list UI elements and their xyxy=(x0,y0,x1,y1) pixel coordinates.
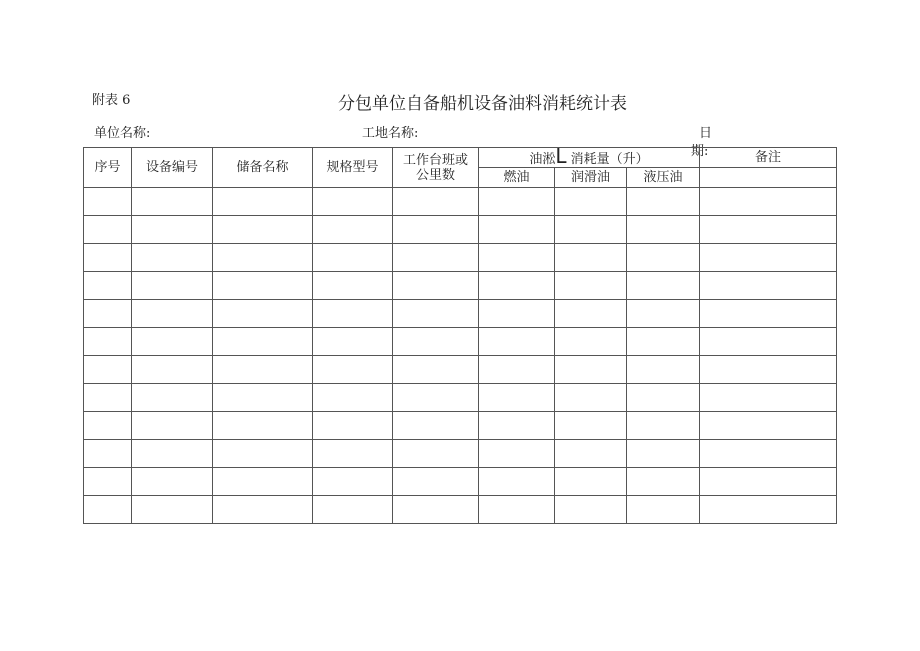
table-cell xyxy=(313,216,393,244)
table-cell xyxy=(393,300,479,328)
table-cell xyxy=(132,216,213,244)
date-label-top: 日 xyxy=(699,126,713,141)
table-cell xyxy=(700,244,837,272)
fuel-group-suffix: 消耗量（升） xyxy=(566,151,649,167)
table-cell xyxy=(84,412,132,440)
col-header-shift-line2: 公里数 xyxy=(415,167,455,183)
table-cell xyxy=(700,384,837,412)
table-cell xyxy=(700,440,837,468)
table-cell xyxy=(84,496,132,524)
table-cell xyxy=(313,412,393,440)
table-cell xyxy=(84,216,132,244)
table-cell xyxy=(479,468,555,496)
col-header-reserve-name: 储备名称 xyxy=(213,148,313,188)
site-name-label: 工地名称: xyxy=(362,126,419,141)
table-cell xyxy=(555,272,627,300)
table-cell xyxy=(313,300,393,328)
table-row xyxy=(84,216,837,244)
table-cell xyxy=(393,440,479,468)
fuel-group-prefix: 油淞 xyxy=(529,151,556,167)
table-cell xyxy=(700,188,837,216)
table-cell xyxy=(700,300,837,328)
table-cell xyxy=(313,468,393,496)
col-header-fuel-group xyxy=(479,143,700,168)
table-cell xyxy=(132,356,213,384)
table-cell xyxy=(555,440,627,468)
table-cell xyxy=(555,412,627,440)
table-cell xyxy=(627,216,700,244)
table-cell xyxy=(627,468,700,496)
table-row xyxy=(84,496,837,524)
table-cell xyxy=(393,468,479,496)
table-cell xyxy=(213,244,313,272)
col-header-remarks-sub xyxy=(700,168,837,188)
table-cell xyxy=(479,384,555,412)
table-cell xyxy=(479,188,555,216)
table-cell xyxy=(132,244,213,272)
table-row xyxy=(84,468,837,496)
col-header-remarks: 备注 xyxy=(700,148,837,168)
table-cell xyxy=(393,188,479,216)
table-cell xyxy=(213,272,313,300)
table-cell xyxy=(627,496,700,524)
table-cell xyxy=(213,412,313,440)
table-cell xyxy=(132,468,213,496)
table-cell xyxy=(213,468,313,496)
col-header-seq: 序号 xyxy=(84,148,132,188)
table-cell xyxy=(84,272,132,300)
table-cell xyxy=(479,496,555,524)
table-cell xyxy=(132,412,213,440)
table-cell xyxy=(479,216,555,244)
table-cell xyxy=(627,328,700,356)
table-cell xyxy=(700,328,837,356)
table-cell xyxy=(479,356,555,384)
table-cell xyxy=(84,356,132,384)
table-cell xyxy=(313,328,393,356)
table-cell xyxy=(555,328,627,356)
table-cell xyxy=(555,216,627,244)
table-cell xyxy=(313,384,393,412)
table-row xyxy=(84,272,837,300)
table-cell xyxy=(132,440,213,468)
table-cell xyxy=(555,356,627,384)
table-cell xyxy=(700,216,837,244)
col-header-shift-line1: 工作台班或 xyxy=(402,152,468,168)
table-row xyxy=(84,244,837,272)
table-cell xyxy=(213,300,313,328)
table-cell xyxy=(479,412,555,440)
table-cell xyxy=(84,300,132,328)
table-cell xyxy=(313,272,393,300)
table-cell xyxy=(132,496,213,524)
table-cell xyxy=(393,244,479,272)
table-cell xyxy=(84,468,132,496)
table-cell xyxy=(132,384,213,412)
table-cell xyxy=(313,496,393,524)
table-cell xyxy=(555,188,627,216)
table-cell xyxy=(700,496,837,524)
table-row xyxy=(84,188,837,216)
col-header-model: 规格型号 xyxy=(313,148,393,188)
table-cell xyxy=(393,412,479,440)
table-cell xyxy=(555,468,627,496)
attachment-label: 附表 6 xyxy=(92,93,131,108)
table-cell xyxy=(313,440,393,468)
unit-name-label: 单位名称: xyxy=(94,126,151,141)
table-cell xyxy=(313,188,393,216)
table-cell xyxy=(213,328,313,356)
col-header-fuel: 燃油 xyxy=(479,168,555,188)
col-header-lube: 润滑油 xyxy=(555,168,627,188)
table-cell xyxy=(213,496,313,524)
col-header-hydraulic: 液压油 xyxy=(627,168,700,188)
fuel-consumption-table xyxy=(83,143,837,524)
table-cell xyxy=(213,440,313,468)
table-cell xyxy=(479,272,555,300)
table-cell xyxy=(627,244,700,272)
table-cell xyxy=(627,384,700,412)
table-cell xyxy=(393,384,479,412)
table-body xyxy=(84,188,837,524)
table-cell xyxy=(627,300,700,328)
table-cell xyxy=(132,188,213,216)
table-cell xyxy=(393,272,479,300)
table-cell xyxy=(555,496,627,524)
table-row xyxy=(84,412,837,440)
table-cell xyxy=(213,356,313,384)
col-header-device-no: 设备编号 xyxy=(132,148,213,188)
table-row xyxy=(84,356,837,384)
table-cell xyxy=(84,384,132,412)
table-cell xyxy=(393,496,479,524)
table-row xyxy=(84,300,837,328)
table-cell xyxy=(627,356,700,384)
table-cell xyxy=(627,440,700,468)
table-cell xyxy=(213,216,313,244)
table-cell xyxy=(479,300,555,328)
table-cell xyxy=(313,356,393,384)
table-cell xyxy=(393,356,479,384)
date-label-bottom: 期: xyxy=(691,144,709,159)
table-cell xyxy=(393,216,479,244)
table-cell xyxy=(393,328,479,356)
table-row xyxy=(84,440,837,468)
table-cell xyxy=(700,272,837,300)
table-cell xyxy=(132,272,213,300)
table-cell xyxy=(132,300,213,328)
table-cell xyxy=(700,412,837,440)
table-row xyxy=(84,328,837,356)
col-header-shift xyxy=(393,148,479,188)
table-cell xyxy=(479,328,555,356)
table-cell xyxy=(313,244,393,272)
table-cell xyxy=(700,468,837,496)
table-cell xyxy=(700,356,837,384)
table-cell xyxy=(213,188,313,216)
table-cell xyxy=(132,328,213,356)
page-title: 分包单位自备船机设备油料消耗统计表 xyxy=(338,94,627,114)
table-cell xyxy=(555,244,627,272)
table-cell xyxy=(479,244,555,272)
table-cell xyxy=(627,272,700,300)
table-cell xyxy=(84,440,132,468)
fuel-group-L: L xyxy=(555,143,567,168)
table-cell xyxy=(84,328,132,356)
table-cell xyxy=(213,384,313,412)
table-cell xyxy=(627,412,700,440)
table-cell xyxy=(627,188,700,216)
table-cell xyxy=(84,188,132,216)
table-row xyxy=(84,384,837,412)
table-cell xyxy=(555,300,627,328)
table-cell xyxy=(555,384,627,412)
table-cell xyxy=(479,440,555,468)
table-cell xyxy=(84,244,132,272)
